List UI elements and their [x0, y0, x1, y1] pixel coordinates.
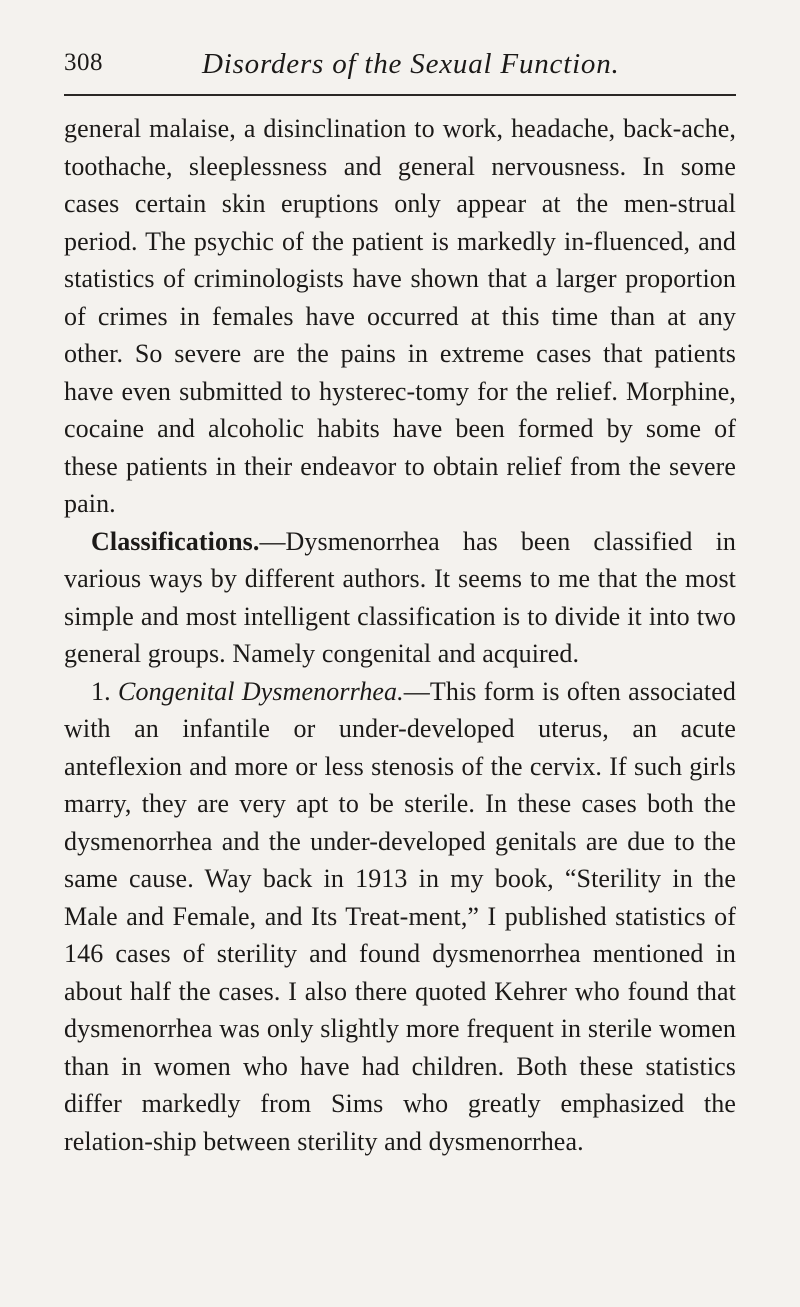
paragraph-malaise: general malaise, a disinclination to work, headache, back-ache, toothache, sleeplessness and general nervousness. In some cases certain skin eruptions only appear at the men-strual period. The psychic of the patient is markedly in-fluenced, and statistics of criminologists have shown that a larger proportion of crimes in females have occurred at this time than at any other. So severe are the pains in extreme cases that patients have even submitted to hysterec-tomy for the relief. Morphine, cocaine and alcoholic habits have been formed by some of these patients in their endeavor to obtain relief from the severe pain. [64, 114, 736, 518]
section-number: 1. [91, 676, 111, 706]
paragraph-congenital-dysmenorrhea [64, 673, 736, 1161]
body-text [64, 110, 736, 1160]
page-header [64, 46, 736, 90]
congenital-dysmenorrhea-heading: Congenital Dysmenorrhea. [118, 676, 404, 706]
congenital-dysmenorrhea-text: —This form is often associated with an infantile or under-developed uterus, an acute anteflexion and more or less stenosis of the cervix. If such girls marry, they are very apt to be sterile. In these cases both the dysmenorrhea and the under-developed genitals are due to the same cause. Way back in 1913 in my book, “Sterility in the Male and Female, and Its Treat-ment,” I published statistics of 146 cases of sterility and found dysmenorrhea mentioned in about half the cases. I also there quoted Kehrer who found that dysmenorrhea was only slightly more frequent in sterile women than in women who have had children. Both these statistics differ markedly from Sims who greatly emphasized the relation-ship between sterility and dysmenorrhea. [64, 676, 737, 1156]
page-number: 308 [64, 49, 103, 76]
classifications-heading: Classifications. [91, 526, 260, 556]
paragraph-classifications [64, 523, 736, 673]
classifications-text: —Dysmenorrhea has been classified in various ways by different authors. It seems to me that the most simple and most intelligent classification is to divide it into two general groups. Namely congenital and acquired. [64, 526, 736, 668]
running-title: Disorders of the Sexual Function. [202, 48, 620, 80]
header-rule [64, 94, 736, 96]
